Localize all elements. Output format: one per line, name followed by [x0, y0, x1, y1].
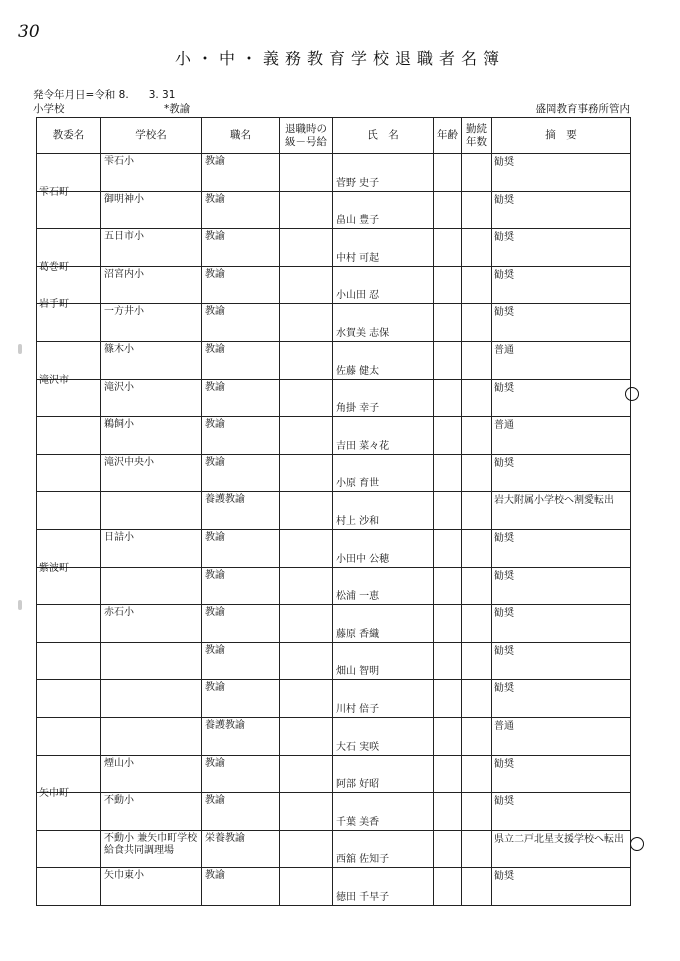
- job-cell: 教諭: [202, 868, 280, 906]
- table-row: [37, 605, 631, 643]
- age-cell: [434, 341, 462, 379]
- board-cell: [37, 605, 101, 643]
- school-cell: 不動小 兼矢巾町学校給食共同調理場: [101, 830, 202, 868]
- name-cell: 西舘 佐知子: [333, 830, 434, 868]
- scan-artifact: [18, 600, 22, 610]
- school-cell: 赤石小: [101, 605, 202, 643]
- job-cell: 教諭: [202, 567, 280, 605]
- board-cell: [37, 191, 101, 229]
- board-cell: 岩手町: [37, 266, 101, 304]
- job-cell: 教諭: [202, 154, 280, 192]
- board-cell: [37, 492, 101, 530]
- years-cell: [462, 191, 492, 229]
- grade-cell: [280, 341, 333, 379]
- years-cell: [462, 680, 492, 718]
- table-row: [37, 492, 631, 530]
- table-row: [37, 454, 631, 492]
- grade-cell: [280, 755, 333, 793]
- grade-cell: [280, 605, 333, 643]
- school-cell: [101, 717, 202, 755]
- name-cell: 村上 沙和: [333, 492, 434, 530]
- school-cell: 一方井小: [101, 304, 202, 342]
- school-cell: 篠木小: [101, 341, 202, 379]
- grade-cell: [280, 454, 333, 492]
- job-cell: 教諭: [202, 341, 280, 379]
- grade-cell: [280, 304, 333, 342]
- years-cell: [462, 605, 492, 643]
- age-cell: [434, 492, 462, 530]
- issue-date: [33, 87, 175, 102]
- name-cell: 大石 実咲: [333, 717, 434, 755]
- summary-cell: 勧奨: [492, 379, 631, 417]
- name-cell: 小原 育世: [333, 454, 434, 492]
- board-cell: 矢巾町: [37, 755, 101, 793]
- name-cell: 畠山 豊子: [333, 191, 434, 229]
- summary-cell: 勧奨: [492, 529, 631, 567]
- years-cell: [462, 868, 492, 906]
- years-cell: [462, 830, 492, 868]
- age-cell: [434, 191, 462, 229]
- age-cell: [434, 830, 462, 868]
- name-cell: 吉田 菜々花: [333, 417, 434, 455]
- page-number: 30: [18, 22, 40, 42]
- age-cell: [434, 417, 462, 455]
- job-cell: 教諭: [202, 529, 280, 567]
- table-row: [37, 341, 631, 379]
- name-cell: 菅野 史子: [333, 154, 434, 192]
- board-cell: [37, 868, 101, 906]
- table-row: [37, 417, 631, 455]
- years-cell: [462, 341, 492, 379]
- table-row: [37, 680, 631, 718]
- header-grade: 退職時の級－号給: [280, 118, 333, 154]
- summary-cell: 勧奨: [492, 868, 631, 906]
- table-row: [37, 304, 631, 342]
- board-cell: [37, 642, 101, 680]
- summary-cell: 勧奨: [492, 229, 631, 267]
- age-cell: [434, 605, 462, 643]
- name-cell: 川村 倍子: [333, 680, 434, 718]
- name-cell: 中村 可起: [333, 229, 434, 267]
- job-cell: 教諭: [202, 642, 280, 680]
- years-cell: [462, 266, 492, 304]
- table-row: [37, 229, 631, 267]
- issue-date-label: 発令年月日=令和 8.: [33, 89, 129, 101]
- summary-cell: 勧奨: [492, 266, 631, 304]
- years-cell: [462, 229, 492, 267]
- name-cell: 佐藤 健太: [333, 341, 434, 379]
- grade-cell: [280, 830, 333, 868]
- grade-cell: [280, 229, 333, 267]
- page-title: 小・中・義務教育学校退職者名簿: [174, 49, 505, 68]
- board-cell: [37, 830, 101, 868]
- grade-cell: [280, 717, 333, 755]
- summary-cell: 勧奨: [492, 154, 631, 192]
- job-cell: 教諭: [202, 229, 280, 267]
- years-cell: [462, 379, 492, 417]
- school-cell: 雫石小: [101, 154, 202, 192]
- table-row: [37, 567, 631, 605]
- years-cell: [462, 492, 492, 530]
- years-cell: [462, 417, 492, 455]
- school-cell: [101, 492, 202, 530]
- name-cell: 松浦 一恵: [333, 567, 434, 605]
- name-cell: 水賀美 志保: [333, 304, 434, 342]
- board-cell: [37, 379, 101, 417]
- age-cell: [434, 793, 462, 831]
- school-cell: 滝沢小: [101, 379, 202, 417]
- grade-cell: [280, 154, 333, 192]
- grade-cell: [280, 529, 333, 567]
- summary-cell: 勧奨: [492, 680, 631, 718]
- table-row: [37, 154, 631, 192]
- circle-mark-icon: [630, 837, 644, 851]
- school-cell: 滝沢中央小: [101, 454, 202, 492]
- job-cell: 養護教諭: [202, 492, 280, 530]
- grade-cell: [280, 642, 333, 680]
- summary-cell: 勧奨: [492, 567, 631, 605]
- school-cell: 五日市小: [101, 229, 202, 267]
- job-cell: 栄養教諭: [202, 830, 280, 868]
- summary-cell: 勧奨: [492, 304, 631, 342]
- retiree-table: [36, 117, 631, 906]
- name-cell: 徳田 千早子: [333, 868, 434, 906]
- school-cell: 御明神小: [101, 191, 202, 229]
- summary-cell: 勧奨: [492, 755, 631, 793]
- board-cell: [37, 793, 101, 831]
- board-cell: 葛巻町: [37, 229, 101, 267]
- age-cell: [434, 755, 462, 793]
- age-cell: [434, 454, 462, 492]
- age-cell: [434, 304, 462, 342]
- school-cell: 矢巾東小: [101, 868, 202, 906]
- years-cell: [462, 567, 492, 605]
- years-cell: [462, 642, 492, 680]
- table-row: [37, 642, 631, 680]
- grade-cell: [280, 680, 333, 718]
- table-row: [37, 830, 631, 868]
- scan-artifact: [18, 344, 22, 354]
- age-cell: [434, 154, 462, 192]
- table-row: [37, 191, 631, 229]
- school-cell: 不動小: [101, 793, 202, 831]
- grade-cell: [280, 417, 333, 455]
- job-cell: 教諭: [202, 379, 280, 417]
- board-cell: [37, 567, 101, 605]
- header-name: 氏 名: [333, 118, 434, 154]
- header-age: 年齢: [434, 118, 462, 154]
- table-header-row: [37, 118, 631, 154]
- age-cell: [434, 529, 462, 567]
- job-cell: 教諭: [202, 680, 280, 718]
- job-cell: 教諭: [202, 191, 280, 229]
- table-row: [37, 266, 631, 304]
- job-cell: 教諭: [202, 454, 280, 492]
- board-cell: [37, 680, 101, 718]
- years-cell: [462, 529, 492, 567]
- age-cell: [434, 229, 462, 267]
- years-cell: [462, 793, 492, 831]
- summary-cell: 勧奨: [492, 191, 631, 229]
- name-cell: 小田中 公穂: [333, 529, 434, 567]
- board-cell: [37, 717, 101, 755]
- years-cell: [462, 304, 492, 342]
- summary-cell: 普通: [492, 417, 631, 455]
- school-cell: [101, 642, 202, 680]
- years-cell: [462, 154, 492, 192]
- age-cell: [434, 680, 462, 718]
- name-cell: 千葉 美香: [333, 793, 434, 831]
- name-cell: 阿部 好昭: [333, 755, 434, 793]
- grade-cell: [280, 793, 333, 831]
- summary-cell: 普通: [492, 717, 631, 755]
- school-cell: 日詰小: [101, 529, 202, 567]
- grade-cell: [280, 266, 333, 304]
- school-cell: [101, 567, 202, 605]
- job-cell: 教諭: [202, 304, 280, 342]
- board-cell: 雫石町: [37, 154, 101, 192]
- name-cell: 小山田 忍: [333, 266, 434, 304]
- age-cell: [434, 717, 462, 755]
- office-name: 盛岡教育事務所管内: [535, 103, 630, 115]
- school-cell: 沼宮内小: [101, 266, 202, 304]
- job-cell: 教諭: [202, 755, 280, 793]
- table-row: [37, 793, 631, 831]
- grade-cell: [280, 567, 333, 605]
- summary-cell: 勧奨: [492, 793, 631, 831]
- summary-cell: 勧奨: [492, 642, 631, 680]
- name-cell: 藤原 香織: [333, 605, 434, 643]
- summary-cell: 勧奨: [492, 454, 631, 492]
- summary-cell: 岩大附属小学校へ割愛転出: [492, 492, 631, 530]
- board-cell: 紫波町: [37, 529, 101, 567]
- job-cell: 教諭: [202, 605, 280, 643]
- summary-cell: 県立二戸北星支援学校へ転出: [492, 830, 631, 868]
- school-cell: 煙山小: [101, 755, 202, 793]
- years-cell: [462, 717, 492, 755]
- grade-cell: [280, 868, 333, 906]
- name-cell: 角掛 幸子: [333, 379, 434, 417]
- header-summary: 摘 要: [492, 118, 631, 154]
- board-cell: [37, 304, 101, 342]
- issue-date-value: 3. 31: [148, 89, 176, 101]
- header-job: 職名: [202, 118, 280, 154]
- job-cell: 養護教諭: [202, 717, 280, 755]
- age-cell: [434, 642, 462, 680]
- school-type: 小学校: [33, 103, 65, 115]
- board-cell: 滝沢市: [37, 341, 101, 379]
- school-cell: 鵜飼小: [101, 417, 202, 455]
- name-cell: 畑山 智明: [333, 642, 434, 680]
- job-cell: 教諭: [202, 417, 280, 455]
- table-row: [37, 717, 631, 755]
- job-cell: 教諭: [202, 793, 280, 831]
- school-cell: [101, 680, 202, 718]
- position-filter: *教諭: [164, 103, 191, 115]
- years-cell: [462, 454, 492, 492]
- header-years: 勤続年数: [462, 118, 492, 154]
- table-row: [37, 868, 631, 906]
- summary-cell: 勧奨: [492, 605, 631, 643]
- age-cell: [434, 868, 462, 906]
- age-cell: [434, 266, 462, 304]
- grade-cell: [280, 191, 333, 229]
- job-cell: 教諭: [202, 266, 280, 304]
- summary-cell: 普通: [492, 341, 631, 379]
- board-cell: [37, 454, 101, 492]
- header-school: 学校名: [101, 118, 202, 154]
- age-cell: [434, 567, 462, 605]
- table-row: [37, 379, 631, 417]
- grade-cell: [280, 379, 333, 417]
- board-cell: [37, 417, 101, 455]
- grade-cell: [280, 492, 333, 530]
- table-row: [37, 529, 631, 567]
- age-cell: [434, 379, 462, 417]
- circle-mark-icon: [625, 387, 639, 401]
- table-row: [37, 755, 631, 793]
- years-cell: [462, 755, 492, 793]
- header-board: 教委名: [37, 118, 101, 154]
